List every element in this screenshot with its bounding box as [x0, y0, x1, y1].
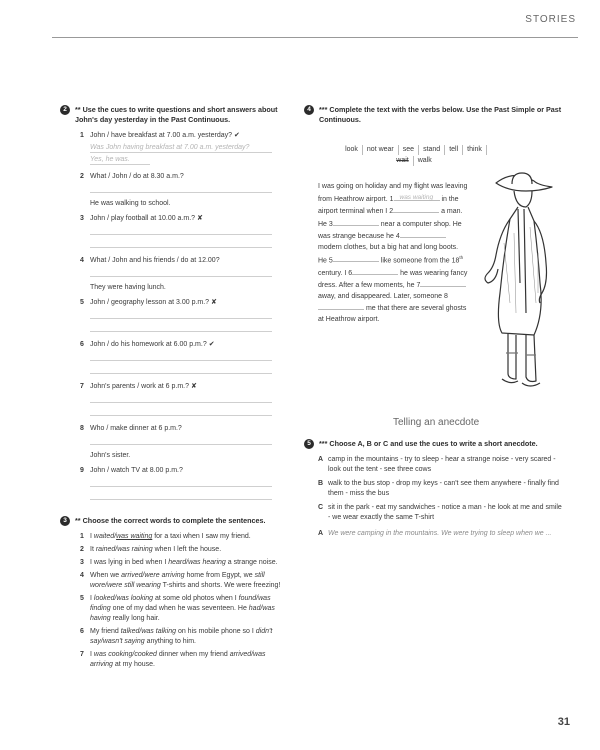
question-number: 7 — [80, 383, 84, 390]
word-box — [334, 145, 494, 166]
question-item — [80, 131, 284, 141]
gap-number: 2 — [389, 208, 394, 215]
option-letter: A — [318, 530, 324, 537]
ordinal-suffix: th — [459, 255, 464, 260]
option-letter: B — [318, 480, 324, 487]
question-number: 3 — [80, 215, 84, 222]
option-text: sit in the park - eat my sandwiches - notice a man - he look at me and smile - we wear exactly the same T-shirt — [328, 504, 562, 521]
question-item — [80, 424, 284, 434]
word-choice[interactable]: heard/was hearing — [168, 559, 226, 566]
example-answer: We were camping in the mountains. We were trying to sleep when we ... — [328, 530, 552, 537]
word-option: think — [463, 145, 487, 155]
word-option: tell — [445, 145, 463, 155]
sentence-text: at some old photos when I — [153, 595, 239, 602]
answer-line[interactable] — [90, 184, 272, 193]
gap-5[interactable] — [333, 254, 379, 262]
example-answer: was waiting — [399, 193, 434, 201]
sentence-item — [80, 532, 284, 542]
question-item — [80, 340, 284, 350]
gap-number: 1 — [389, 195, 394, 203]
question-number: 6 — [80, 341, 84, 348]
difficulty-stars: ** — [75, 516, 81, 525]
page-number: 31 — [557, 716, 570, 728]
word-choice[interactable]: had/was having — [90, 605, 275, 622]
story-segment: he was wearing fancy dress. After a few moments, he — [318, 269, 468, 290]
question-cue: John / watch TV at 8.00 p.m.? — [90, 467, 183, 474]
question-item — [80, 298, 284, 308]
word-choice[interactable]: didn't say/wasn't saying — [90, 628, 273, 645]
question-number: 1 — [80, 132, 84, 139]
word-choice[interactable]: arrived/were arriving — [121, 572, 185, 579]
story-segment: me that there are several ghosts at Heathrow airport. — [318, 305, 467, 323]
sentence-text: for a taxi when I saw my friend. — [152, 533, 251, 540]
gap-number: 4 — [395, 233, 400, 240]
option-item — [318, 479, 562, 499]
difficulty-stars: *** — [319, 439, 328, 448]
gap-number: 5 — [328, 257, 333, 265]
word-choice[interactable]: arrived/was arriving — [90, 651, 266, 668]
sentence-number: 3 — [80, 559, 84, 566]
sentence-item — [80, 545, 284, 555]
word-option: walk — [417, 157, 432, 164]
gap-1[interactable] — [394, 193, 440, 201]
option-letter: C — [318, 504, 324, 511]
instruction-text: Choose the correct words to complete the sentences. — [82, 516, 266, 525]
story-text — [318, 182, 468, 325]
story-segment: in the airport terminal when I — [318, 195, 459, 215]
sentence-text: I — [90, 595, 94, 602]
option-letter: A — [318, 456, 324, 463]
gap-3[interactable] — [333, 218, 379, 226]
question-cue: John's parents / work at 6 p.m.? — [90, 383, 189, 390]
question-item — [80, 214, 284, 224]
gap-7[interactable] — [420, 279, 466, 287]
answer-line[interactable] — [90, 365, 272, 374]
gap-6[interactable] — [352, 267, 398, 275]
word-choice[interactable]: looked/was looking — [93, 595, 154, 602]
sentence-text: dinner when my friend — [156, 651, 230, 658]
question-cue: John / geography lesson at 3.00 p.m.? — [90, 299, 210, 306]
exercise-number-badge: 3 — [60, 516, 70, 526]
question-number: 8 — [80, 425, 84, 432]
question-cue: What / John / do at 8.30 a.m.? — [90, 173, 184, 180]
difficulty-stars: ** — [75, 105, 81, 114]
question-number: 4 — [80, 257, 84, 264]
word-option: look — [341, 145, 363, 155]
story-segment: like someone from the 18 — [380, 257, 460, 265]
tick-icon: ✔ — [208, 341, 215, 348]
question-item — [80, 382, 284, 392]
question-item — [80, 256, 284, 266]
sentence-text: a strange noise. — [225, 559, 278, 566]
answer-line[interactable] — [90, 239, 272, 248]
sentence-text: at my house. — [112, 661, 155, 668]
gap-8[interactable] — [318, 302, 364, 310]
question-item — [80, 172, 284, 182]
word-choice[interactable]: talked/was talking — [120, 628, 176, 635]
answer-line[interactable] — [90, 352, 272, 361]
word-choice[interactable]: was waiting — [116, 533, 153, 540]
question-number: 5 — [80, 299, 84, 306]
gap-number: 6 — [348, 269, 353, 277]
header-divider — [52, 37, 578, 38]
sentence-list — [60, 532, 284, 670]
gap-number: 8 — [443, 292, 448, 300]
sentence-item — [80, 594, 284, 624]
answer-line[interactable] — [90, 491, 272, 500]
sentence-number: 5 — [80, 595, 84, 602]
instruction-text: Use the cues to write questions and short answers about John's day yesterday in the Past Continuous. — [75, 105, 278, 124]
gap-2[interactable] — [393, 205, 439, 213]
anecdote-section-title: Telling an anecdote — [393, 417, 480, 428]
question-cue: John / play football at 10.00 a.m.? — [90, 215, 196, 222]
sentence-text: My friend — [90, 628, 121, 635]
answer-line[interactable] — [90, 407, 272, 416]
cross-icon: ✘ — [197, 215, 203, 222]
question-cue: John / have breakfast at 7.00 a.m. yesterday? — [90, 132, 233, 139]
story-segment: modern clothes, but a big hat and long boots. He — [318, 243, 459, 265]
option-item — [318, 503, 562, 523]
exercise-number-badge: 5 — [304, 439, 314, 449]
given-answer: John's sister. — [90, 452, 131, 459]
sentence-text: one of my dad when he was seventeen. He — [110, 605, 249, 612]
sentence-item — [80, 571, 284, 591]
story-segment: century. I — [318, 269, 347, 277]
answer-line[interactable] — [90, 268, 272, 277]
left-column — [60, 105, 284, 670]
sentence-number: 2 — [80, 546, 84, 553]
cross-icon: ✘ — [190, 383, 197, 390]
question-cue: Who / make dinner at 6 p.m.? — [90, 425, 182, 432]
exercise-3 — [60, 516, 284, 670]
example-answer: Yes, he was. — [90, 155, 150, 165]
word-choice[interactable]: was cooking/cooked — [93, 651, 157, 658]
sentence-text: When we — [90, 572, 122, 579]
story-segment: away, and disappeared. Later, someone — [318, 292, 443, 300]
question-number: 9 — [80, 467, 84, 474]
question-cue: John / do his homework at 6.00 p.m.? — [90, 341, 207, 348]
sentence-number: 6 — [80, 628, 84, 635]
sentence-number: 7 — [80, 651, 84, 658]
exercise-5-heading — [304, 439, 562, 449]
answer-line[interactable] — [90, 310, 272, 319]
word-choice[interactable]: waited/ — [93, 533, 117, 540]
option-item — [318, 455, 562, 475]
word-option: see — [399, 145, 419, 155]
answer-line[interactable] — [90, 394, 272, 403]
sentence-text: It — [90, 546, 96, 553]
instruction-text: Complete the text with the verbs below. Use the Past Simple or Past Continuous. — [319, 105, 562, 124]
question-item — [80, 466, 284, 476]
sentence-item — [80, 558, 284, 568]
option-text: walk to the bus stop - drop my keys - can't see them anywhere - finally find them - miss the bus — [328, 480, 559, 497]
difficulty-stars: *** — [319, 105, 328, 114]
gap-number: 3 — [328, 220, 333, 228]
answer-line[interactable] — [90, 323, 272, 332]
sentence-text: anything to him. — [144, 638, 197, 645]
word-option: wait — [392, 156, 413, 166]
tick-icon: ✔ — [233, 132, 240, 139]
ghost-man-illustration — [474, 163, 566, 395]
word-option: not wear — [363, 145, 399, 155]
sentence-text: I was lying in bed when I — [90, 559, 169, 566]
exercise-4-heading — [304, 105, 562, 125]
word-choice[interactable]: rained/was raining — [95, 546, 153, 553]
sentence-item — [80, 627, 284, 647]
instruction-text: Choose A, B or C and use the cues to write a short anecdote. — [329, 439, 538, 448]
answer-line[interactable] — [90, 226, 272, 235]
sentence-text: really long hair. — [110, 615, 160, 622]
sentence-text: on his mobile phone so I — [176, 628, 256, 635]
gap-4[interactable] — [400, 230, 446, 238]
answer-line[interactable] — [90, 436, 272, 445]
story-segment: near a computer shop. He was strange because he — [318, 220, 462, 240]
section-title-stories: STORIES — [525, 14, 576, 25]
word-choice[interactable]: still wore/were still wearing — [90, 572, 265, 589]
question-number: 2 — [80, 173, 84, 180]
word-option: stand — [419, 145, 445, 155]
sentence-number: 1 — [80, 533, 84, 540]
story-segment: a man. He — [318, 208, 463, 228]
given-answer: He was walking to school. — [90, 200, 171, 207]
option-text: camp in the mountains - try to sleep - hear a strange noise - very scared - look out the tent - see three cows — [328, 456, 556, 473]
question-cue: What / John and his friends / do at 12.00? — [90, 257, 220, 264]
exercise-3-heading — [60, 516, 284, 526]
sentence-text: home from Egypt, we — [184, 572, 255, 579]
sentence-text: when I left the house. — [152, 546, 222, 553]
sentence-text: I — [90, 651, 94, 658]
exercise-5 — [304, 439, 562, 539]
gap-number: 7 — [416, 282, 421, 290]
sentence-text: T-shirts and shorts. We were freezing! — [160, 582, 281, 589]
answer-line[interactable] — [90, 478, 272, 487]
example-anecdote — [318, 529, 562, 539]
story-segment: I was going on holiday and my flight was leaving from Heathrow airport. — [318, 183, 468, 203]
exercise-number-badge: 4 — [304, 105, 314, 115]
exercise-2-heading — [60, 105, 284, 125]
sentence-number: 4 — [80, 572, 84, 579]
word-choice[interactable]: found/was finding — [90, 595, 271, 612]
exercise-number-badge: 2 — [60, 105, 70, 115]
example-answer: Was John having breakfast at 7.00 a.m. yesterday? — [90, 143, 272, 153]
exercise-2 — [60, 105, 284, 500]
given-answer: They were having lunch. — [90, 284, 166, 291]
sentence-text: I — [90, 533, 94, 540]
sentence-item — [80, 650, 284, 670]
cross-icon: ✘ — [211, 299, 217, 306]
